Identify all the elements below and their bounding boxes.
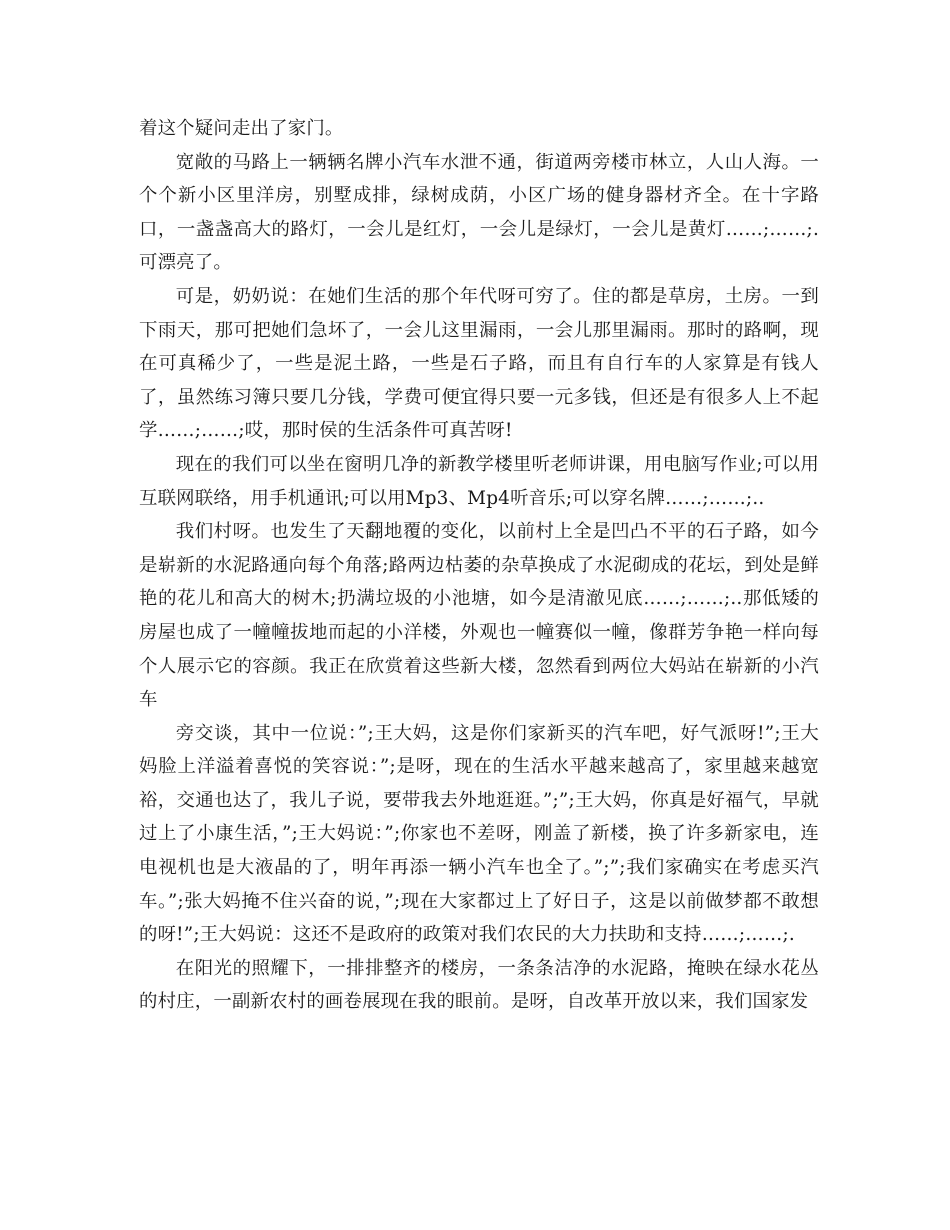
- paragraph-4: 现在的我们可以坐在窗明几净的新教学楼里听老师讲课，用电脑写作业;可以用互联网联络，用手机通讯;可以用Mp3、Mp4听音乐;可以穿名牌……;……;..: [139, 453, 819, 509]
- paragraph-2: 宽敞的马路上一辆辆名牌小汽车水泄不通，街道两旁楼市林立，人山人海。一个个新小区里洋房，别墅成排，绿树成荫，小区广场的健身器材齐全。在十字路口，一盏盏高大的路灯，一会儿是红灯，一会儿是绿灯，一会儿是黄灯……;……;.可漂亮了。: [139, 151, 819, 274]
- paragraph-1: 着这个疑问走出了家门。: [139, 118, 344, 139]
- paragraph-5: 我们村呀。也发生了天翻地覆的变化，以前村上全是凹凸不平的石子路，如今是崭新的水泥路通向每个角落;路两边枯萎的杂草换成了水泥砌成的花坛，到处是鲜艳的花儿和高大的树木;扔满垃圾的小池塘，如今是清澈见底……;……;..那低矮的房屋也成了一幢幢拔地而起的小洋楼，外观也一幢赛似一幢，像群芳争艳一样向每个人展示它的容颜。我正在欣赏着这些新大楼，忽然看到两位大妈站在崭新的小汽车: [139, 521, 819, 711]
- document-body: [139, 112, 819, 1019]
- paragraph-7: 在阳光的照耀下，一排排整齐的楼房，一条条洁净的水泥路，掩映在绿水花丛的村庄，一副新农村的画卷展现在我的眼前。是呀，自改革开放以来，我们国家发: [139, 957, 819, 1013]
- paragraph-6: 旁交谈，其中一位说：”;王大妈，这是你们家新买的汽车吧，好气派呀!”;王大妈脸上洋溢着喜悦的笑容说：”;是呀，现在的生活水平越来越高了，家里越来越宽裕，交通也达了，我儿子说，要带我去外地逛逛。”;”;王大妈，你真是好福气，早就过上了小康生活，”;王大妈说：”;你家也不差呀，刚盖了新楼，换了许多新家电，连电视机也是大液晶的了，明年再添一辆小汽车也全了。”;”;我们家确实在考虑买汽车。”;张大妈掩不住兴奋的说，”;现在大家都过上了好日子，这是以前做梦都不敢想的呀!”;王大妈说：这还不是政府的政策对我们农民的大力扶助和支持……;……;.: [139, 722, 819, 946]
- paragraph-3: 可是，奶奶说：在她们生活的那个年代呀可穷了。住的都是草房，土房。一到下雨天，那可把她们急坏了，一会儿这里漏雨，一会儿那里漏雨。那时的路啊，现在可真稀少了，一些是泥土路，一些是石子路，而且有自行车的人家算是有钱人了，虽然练习簿只要几分钱，学费可便宜得只要一元多钱，但还是有很多人上不起学……;……;哎，那时侯的生活条件可真苦呀!: [139, 285, 819, 442]
